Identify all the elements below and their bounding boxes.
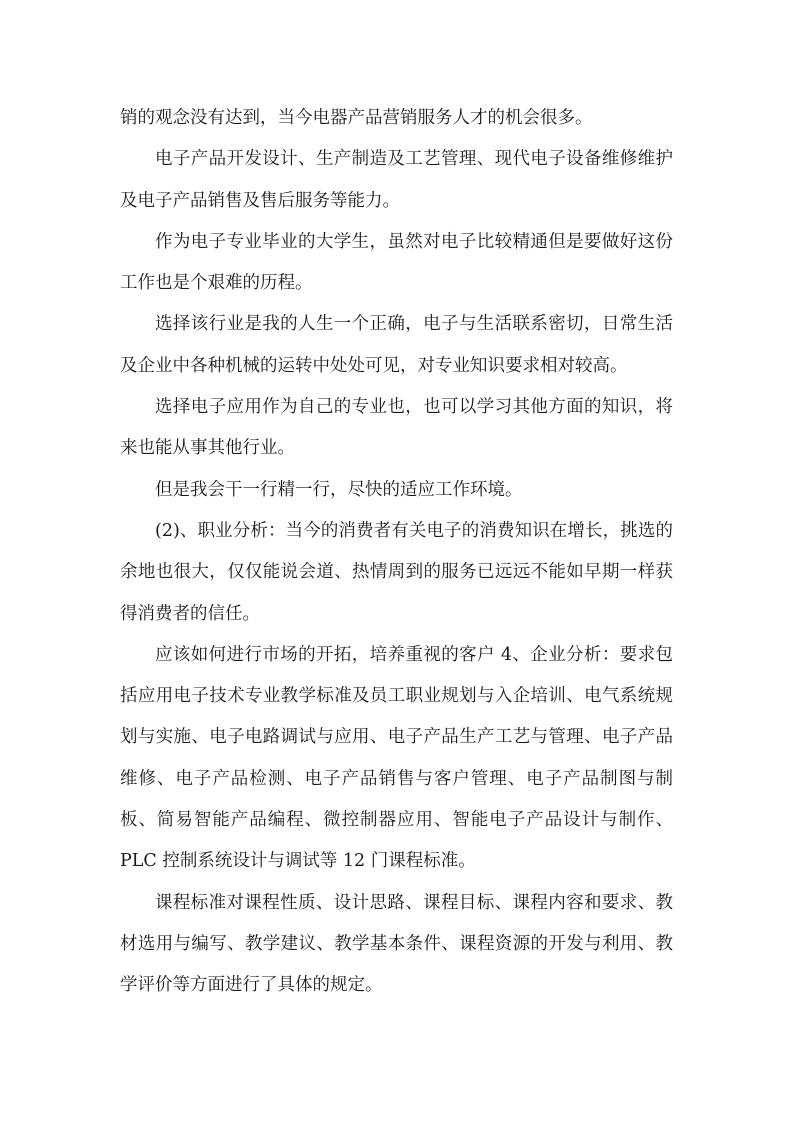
paragraph-9: 课程标准对课程性质、设计思路、课程目标、课程内容和要求、教材选用与编写、教学建议、教学基本条件、课程资源的开发与利用、教学评价等方面进行了具体的规定。	[120, 892, 673, 996]
paragraph-1: 销的观念没有达到，当今电器产品营销服务人才的机会很多。	[120, 108, 593, 128]
paragraph-8: 应该如何进行市场的开拓，培养重视的客户 4、企业分析：要求包括应用电子技术专业教学标准及员工职业规划与入企培训、电气系统规划与实施、电子电路调试与应用、电子产品生产工艺与管理、电子产品维修、电子产品检测、电子产品销售与客户管理、电子产品制图与制板、简易智能产品编程、微控制器应用、智能电子产品设计与制作、PLC 控制系统设计与调试等 12 门课程标准。	[120, 644, 673, 872]
paragraph-7: (2)、职业分析：当今的消费者有关电子的消费知识在增长，挑选的余地也很大，仅仅能说会道、热情周到的服务已远远不能如早期一样获得消费者的信任。	[120, 520, 673, 624]
paragraph-6: 但是我会干一行精一行，尽快的适应工作环境。	[155, 479, 523, 500]
paragraph-2: 电子产品开发设计、生产制造及工艺管理、现代电子设备维修维护及电子产品销售及售后服务等能力。	[120, 149, 673, 211]
document-body	[120, 98, 673, 1007]
paragraph-5: 选择电子应用作为自己的专业也，也可以学习其他方面的知识，将来也能从事其他行业。	[120, 397, 673, 459]
paragraph-3: 作为电子专业毕业的大学生，虽然对电子比较精通但是要做好这份工作也是个艰难的历程。	[120, 231, 673, 294]
paragraph-4: 选择该行业是我的人生一个正确，电子与生活联系密切，日常生活及企业中各种机械的运转中处处可见，对专业知识要求相对较高。	[120, 314, 673, 376]
